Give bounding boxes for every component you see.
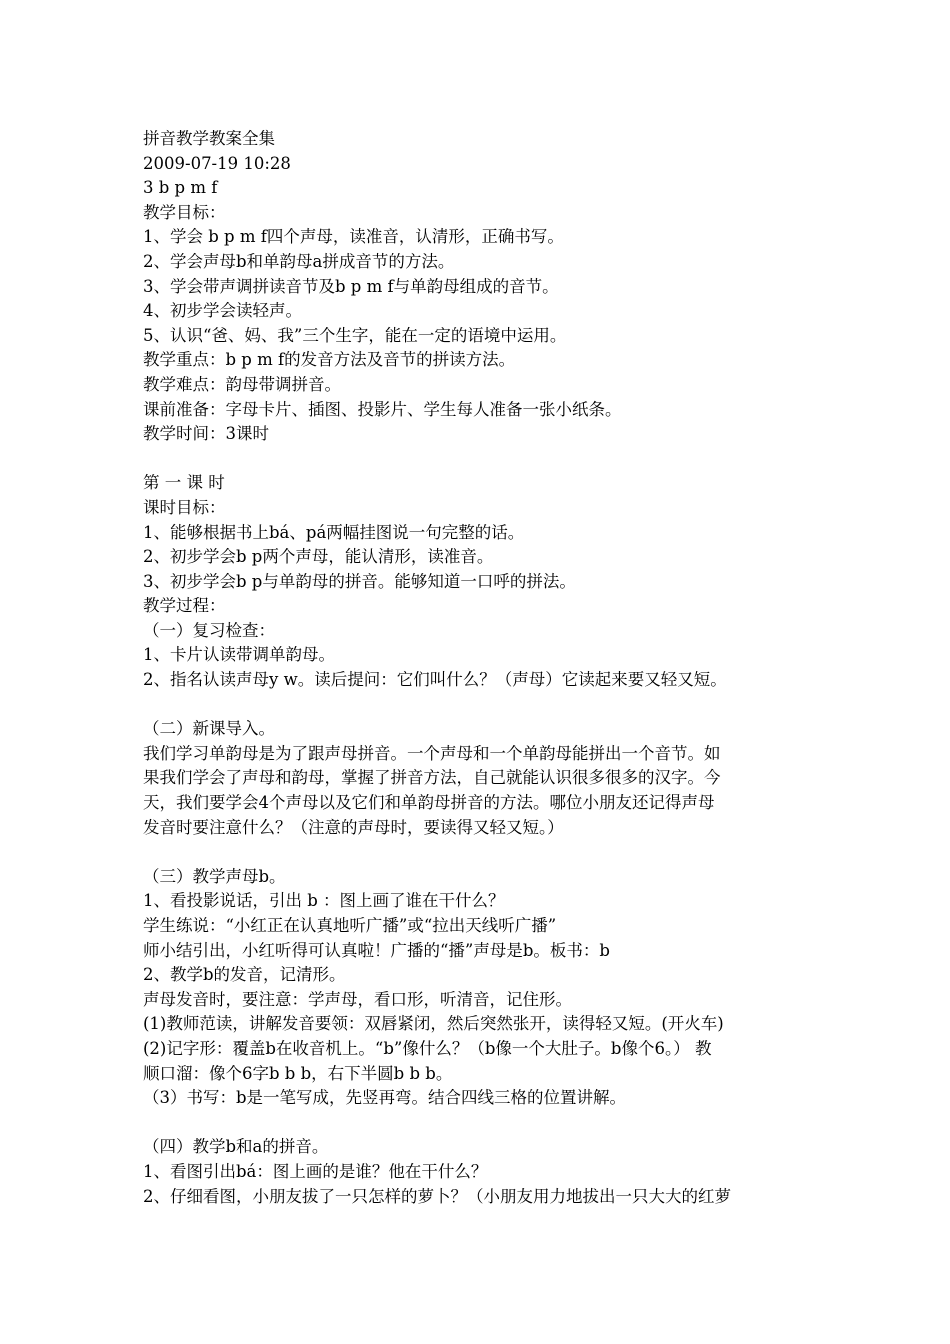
text-line: 天，我们要学会4个声母以及它们和单韵母拼音的方法。哪位小朋友还记得声母 — [143, 793, 715, 813]
text-line: 2、教学b的发音，记清形。 — [143, 965, 346, 985]
document-timestamp: 2009-07-19 10:28 — [143, 153, 291, 173]
text-line: 1、看投影说话，引出 b ：图上画了谁在干什么？ — [143, 891, 505, 911]
text-line: 我们学习单韵母是为了跟声母拼音。一个声母和一个单韵母能拼出一个音节。如 — [143, 743, 721, 763]
text-line: (1)教师范读，讲解发音要领：双唇紧闭，然后突然张开，读得轻又短。(开火车) — [143, 1014, 724, 1034]
text-line: 教学难点：韵母带调拼音。 — [143, 374, 341, 394]
text-line: 课时目标： — [143, 497, 226, 517]
blank-line — [143, 1111, 813, 1136]
text-line: 发音时要注意什么？（注意的声母时，要读得又轻又短。） — [143, 817, 564, 837]
text-line: 2、初步学会b p两个声母，能认清形，读准音。 — [143, 547, 494, 567]
document-title: 拼音教学教案全集 — [143, 129, 275, 148]
text-line: 3、初步学会b p与单韵母的拼音。能够知道一口呼的拼法。 — [143, 571, 576, 591]
text-line: （三）教学声母b。 — [143, 866, 286, 886]
text-line: （二）新课导入。 — [143, 719, 275, 739]
text-line: 课前准备：字母卡片、插图、投影片、学生每人准备一张小纸条。 — [143, 399, 622, 419]
text-line: 顺口溜：像个6字b b b，右下半圆b b b。 — [143, 1063, 453, 1083]
section-heading-goals: 教学目标： — [143, 202, 226, 222]
text-line: 2、学会声母b和单韵母a拼成音节的方法。 — [143, 251, 455, 271]
text-line: 师小结引出，小红听得可认真啦！广播的“播”声母是b。板书：b — [143, 940, 610, 960]
text-line: 教学时间：3课时 — [143, 424, 269, 444]
text-line: 1、看图引出bá：图上画的是谁？他在干什么？ — [143, 1161, 488, 1181]
text-line: 3、学会带声调拼读音节及b p m f与单韵母组成的音节。 — [143, 276, 559, 296]
text-line: 5、认识“爸、妈、我”三个生字，能在一定的语境中运用。 — [143, 325, 567, 345]
text-line: （四）教学b和a的拼音。 — [143, 1137, 329, 1157]
text-line: 1、卡片认读带调单韵母。 — [143, 645, 335, 665]
text-line: （一）复习检查： — [143, 620, 275, 640]
text-line: 教学过程： — [143, 596, 226, 616]
blank-line — [143, 693, 813, 718]
text-line: 学生练说：“小红正在认真地听广播”或“拉出天线听广播” — [143, 916, 557, 935]
text-line: （3）书写：b是一笔写成，先竖再弯。结合四线三格的位置讲解。 — [143, 1088, 627, 1108]
document-body — [143, 127, 813, 1209]
lesson-heading: 3 b p m f — [143, 178, 218, 198]
text-line: 果我们学会了声母和韵母，掌握了拼音方法，自己就能认识很多很多的汉字。今 — [143, 768, 721, 788]
text-line: 2、指名认读声母y w。读后提问：它们叫什么？（声母）它读起来要又轻又短。 — [143, 670, 727, 690]
blank-line — [143, 447, 813, 472]
text-line: 声母发音时，要注意：学声母，看口形，听清音，记住形。 — [143, 989, 572, 1009]
text-line: (2)记字形：覆盖b在收音机上。“b”像什么？（b像一个大肚子。b像个6。） 教 — [143, 1038, 712, 1058]
text-line: 2、仔细看图，小朋友拔了一只怎样的萝卜？（小朋友用力地拔出一只大大的红萝 — [143, 1186, 731, 1206]
blank-line — [143, 840, 813, 865]
section-heading-period-1: 第 一 课 时 — [143, 473, 225, 493]
text-line: 4、初步学会读轻声。 — [143, 301, 302, 321]
text-line: 教学重点：b p m f的发音方法及音节的拼读方法。 — [143, 350, 516, 370]
text-line: 1、学会 b p m f四个声母，读准音，认清形，正确书写。 — [143, 227, 564, 247]
text-line: 1、能够根据书上bá、pá两幅挂图说一句完整的话。 — [143, 522, 525, 542]
